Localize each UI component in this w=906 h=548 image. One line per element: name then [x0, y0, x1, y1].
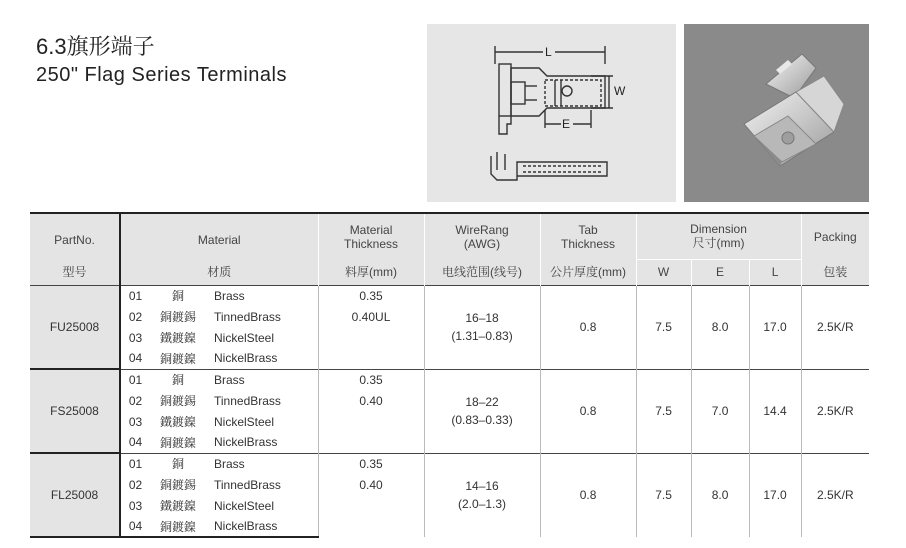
material-cn: 銅	[150, 369, 206, 390]
dim-l-value: 17.0	[749, 285, 801, 369]
material-cn: 鐵鍍鎳	[159, 415, 196, 429]
thickness-value-b: 0.40	[318, 474, 424, 537]
header-material: Material	[120, 213, 318, 259]
dim-label-e: E	[562, 117, 571, 131]
material-cn: 銅	[150, 453, 206, 474]
dim-e-value: 7.0	[691, 369, 749, 453]
wire-range	[424, 285, 540, 369]
technical-drawing	[427, 24, 676, 202]
material-number: 01	[120, 285, 150, 306]
terminal-dimension-drawing	[427, 24, 676, 202]
material-en: NickelSteel	[214, 330, 275, 345]
product-photo	[684, 24, 869, 202]
table-row	[30, 453, 869, 474]
table-row	[30, 369, 869, 390]
table-header-row-1	[30, 213, 869, 259]
spec-table	[30, 212, 869, 538]
packing-value: 2.5K/R	[801, 369, 869, 453]
header-tab-line2: Thickness	[561, 236, 616, 251]
material-number: 01	[120, 453, 150, 474]
header-dim-w: W	[636, 259, 691, 285]
wire-range	[424, 453, 540, 537]
thickness-value-b: 0.40	[318, 390, 424, 453]
wire-range-mm: (2.0–1.3)	[458, 497, 507, 512]
material-number: 03	[128, 330, 143, 345]
dim-l-value: 14.4	[749, 369, 801, 453]
dim-w-value: 7.5	[636, 369, 691, 453]
wire-range-mm: (0.83–0.33)	[451, 413, 513, 427]
material-en: NickelBrass	[214, 351, 278, 366]
header-dim-l: L	[749, 259, 801, 285]
header-partno-cn: 型号	[30, 259, 120, 285]
material-en: NickelSteel	[214, 498, 275, 513]
material-en: NickelSteel	[214, 414, 275, 429]
dim-l-value: 17.0	[749, 453, 801, 537]
part-number: FU25008	[30, 285, 120, 369]
thickness-value-a: 0.35	[318, 369, 424, 390]
terminal-photo-illustration	[684, 24, 869, 202]
dim-label-w: W	[614, 84, 626, 98]
header-wire-line1: WireRang	[455, 222, 509, 237]
material-en: Brass	[206, 285, 318, 306]
material-number: 03	[128, 498, 143, 513]
packing-value: 2.5K/R	[801, 453, 869, 537]
wire-range-mm: (1.31–0.83)	[451, 329, 513, 343]
header-packing-cn: 包装	[801, 259, 869, 285]
material-cn: 銅鍍鎳	[159, 351, 196, 366]
material-number: 02	[128, 309, 143, 324]
wire-range-awg: 18–22	[465, 395, 499, 409]
thickness-value-a: 0.35	[318, 453, 424, 474]
header-material-cn: 材质	[120, 259, 318, 285]
material-number: 04	[128, 351, 143, 366]
material-cn: 鐵鍍鎳	[159, 331, 196, 345]
header-wire	[424, 213, 540, 259]
material-en: TinnedBrass	[214, 309, 281, 324]
dim-label-l: L	[545, 45, 552, 59]
thickness-value-a: 0.35	[318, 285, 424, 306]
dim-w-value: 7.5	[636, 285, 691, 369]
table-header-row-2	[30, 259, 869, 285]
header-dimension	[636, 213, 801, 259]
material-cn: 銅鍍鎳	[159, 435, 196, 450]
material-number: 01	[120, 369, 150, 390]
header-thickness-line1: Material	[349, 222, 393, 237]
material-number: 03	[128, 414, 143, 429]
wire-range	[424, 369, 540, 453]
header-thickness-line2: Thickness	[344, 236, 399, 251]
tab-thickness: 0.8	[540, 369, 636, 453]
dim-w-value: 7.5	[636, 453, 691, 537]
material-en: TinnedBrass	[214, 477, 281, 492]
page-title-cn: 6.3旗形端子	[36, 34, 155, 59]
material-en: Brass	[206, 369, 318, 390]
dim-e-value: 8.0	[691, 285, 749, 369]
header-tab-line1: Tab	[578, 222, 598, 237]
tab-thickness: 0.8	[540, 285, 636, 369]
header-wire-cn: 电线范围(线号)	[424, 259, 540, 285]
header-dimension-line1: Dimension	[690, 222, 747, 237]
wire-range-awg: 14–16	[465, 479, 499, 494]
material-cn: 銅鍍鎳	[150, 516, 206, 537]
dim-e-value: 8.0	[691, 453, 749, 537]
header-wire-line2: (AWG)	[463, 236, 501, 251]
header-dimension-line2: 尺寸(mm)	[692, 236, 745, 251]
part-number: FL25008	[30, 453, 120, 537]
header-partno: PartNo.	[30, 213, 120, 259]
wire-range-awg: 16–18	[465, 311, 499, 325]
table-body	[30, 285, 869, 537]
material-number: 02	[128, 477, 143, 492]
material-cn: 銅鍍錫	[159, 310, 196, 324]
material-number: 02	[128, 393, 143, 408]
material-cn: 鐵鍍鎳	[159, 499, 196, 513]
header-packing: Packing	[801, 213, 869, 259]
table-row	[30, 285, 869, 306]
material-en: NickelBrass	[214, 435, 278, 450]
material-cn: 銅鍍錫	[159, 394, 196, 408]
part-number: FS25008	[30, 369, 120, 453]
header-thickness-cn: 料厚(mm)	[318, 259, 424, 285]
material-en: Brass	[206, 453, 318, 474]
material-cn: 銅鍍錫	[159, 478, 196, 492]
material-en: TinnedBrass	[214, 393, 281, 408]
header-tab-cn: 公片厚度(mm)	[540, 259, 636, 285]
header-thickness	[318, 213, 424, 259]
material-cn: 銅	[150, 285, 206, 306]
header-dim-e: E	[691, 259, 749, 285]
tab-thickness: 0.8	[540, 453, 636, 537]
material-en: NickelBrass	[206, 516, 318, 537]
thickness-value-b: 0.40UL	[318, 306, 424, 369]
material-number: 04	[120, 516, 150, 537]
page-title-en: 250" Flag Series Terminals	[36, 64, 287, 86]
header-tab	[540, 213, 636, 259]
material-number: 04	[128, 435, 143, 450]
packing-value: 2.5K/R	[801, 285, 869, 369]
